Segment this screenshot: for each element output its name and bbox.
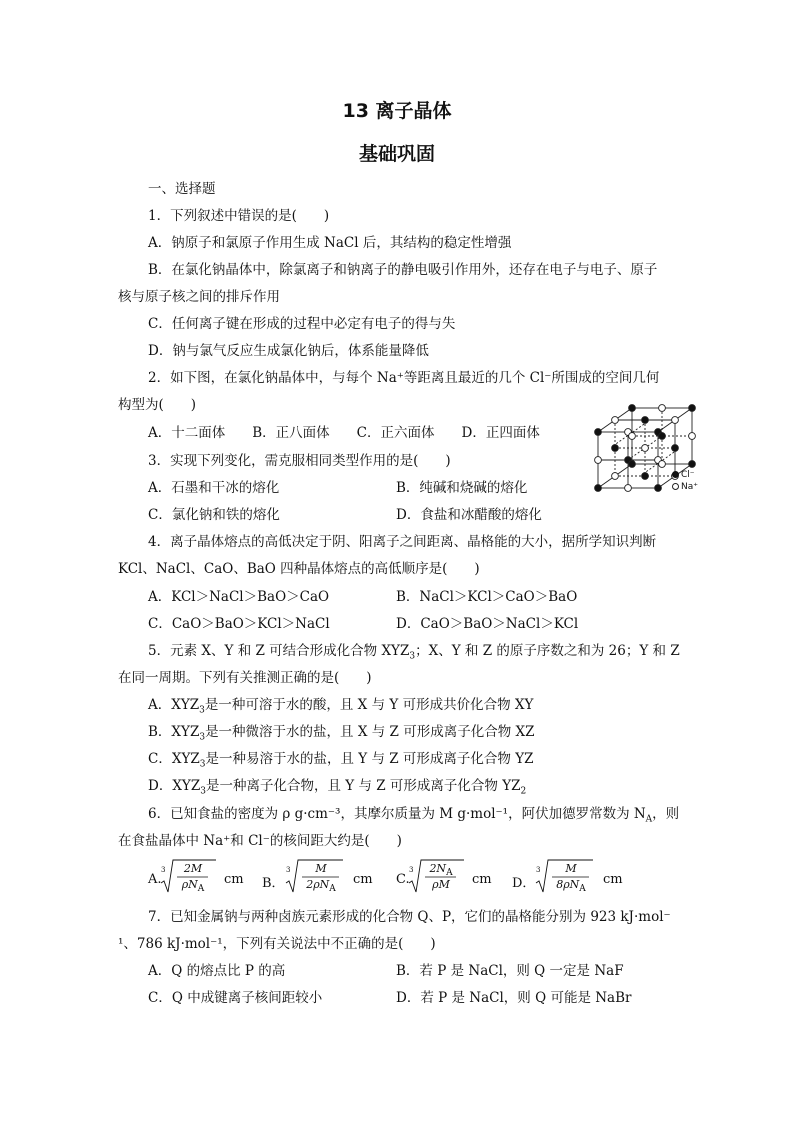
q5-option-b: B．$XYZ_3$是一种微溶于水的盐，且 X 与 Z 可形成离子化合物 XZ (148, 724, 535, 743)
q1-option-d: D．钠与氯气反应生成氯化钠后，体系能量降低 (148, 343, 429, 359)
q2-stem-line1: 2．如下图，在氯化钠晶体中，与每个 Na⁺等距离且最近的几个 Cl⁻所围成的空间几何 (148, 370, 660, 386)
q7-stem-line2: ¹、786 kJ·mol⁻¹，下列有关说法中不正确的是( ) (118, 936, 436, 952)
legend-cl: Cl⁻ (672, 470, 695, 480)
q3-option-c: C．氯化钠和铁的熔化 (148, 507, 280, 523)
legend-na: Na⁺ (672, 482, 698, 492)
q3-option-a: A．石墨和干冰的熔化 (148, 480, 280, 496)
q5-option-a: A．$XYZ_3$是一种可溶于水的酸，且 X 与 Y 可形成共价化合物 XY (148, 697, 534, 716)
q5-option-d: D．$XYZ_3$是一种离子化合物，且 Y 与 Z 可形成离子化合物 $YZ_2$ (148, 778, 527, 797)
q1-option-c: C．任何离子键在形成的过程中必定有电子的得与失 (148, 316, 456, 332)
q3-stem: 3．实现下列变化，需克服相同类型作用的是( ) (148, 453, 451, 469)
q6-stem-line1: 6．已知食盐的密度为 ρ g·cm⁻³，其摩尔质量为 M g·mol⁻¹，阿伏加德罗常数为 $N_A$，则 (148, 806, 680, 825)
page-subtitle: 基础巩固 (358, 143, 435, 165)
q6-option-d: D． 3 M $8\rho N_A$ cm (512, 862, 623, 895)
q7-option-c: C．Q 中成键离子核间距较小 (148, 990, 323, 1006)
page-title: 13 离子晶体 (342, 100, 452, 122)
q6-stem-line2: 在食盐晶体中 Na⁺和 Cl⁻的核间距大约是( ) (118, 833, 402, 849)
q2-stem-line2: 构型为( ) (118, 397, 197, 413)
q6-option-b: B． 3 M $2\rho N_A$ cm (262, 862, 373, 895)
cl-ion-icon (672, 471, 679, 478)
q4-option-d: D．CaO＞BaO＞NaCl＞KCl (396, 616, 579, 632)
q6-option-a: A. 3 2M $\rho N_A$ cm (148, 862, 244, 895)
q7-option-d: D．若 P 是 NaCl，则 Q 可能是 NaBr (396, 990, 632, 1006)
q1-option-a: A．钠原子和氯原子作用生成 NaCl 后，其结构的稳定性增强 (148, 235, 512, 251)
na-ion-icon (672, 483, 679, 490)
q6-option-c: C. 3 $2N_A$ ρM cm (396, 862, 492, 891)
q4-option-c: C．CaO＞BaO＞KCl＞NaCl (148, 616, 330, 632)
q3-option-d: D．食盐和冰醋酸的熔化 (396, 507, 542, 523)
q1-option-b-line2: 核与原子核之间的排斥作用 (118, 289, 280, 305)
q3-option-b: B．纯碱和烧碱的熔化 (396, 480, 528, 496)
q4-option-a: A．KCl＞NaCl＞BaO＞CaO (148, 589, 330, 605)
q4-stem-line1: 4．离子晶体熔点的高低决定于阴、阳离子之间距离、晶格能的大小，据所学知识判断 (148, 534, 657, 550)
q1-option-b-line1: B．在氯化钠晶体中，除氯离子和钠离子的静电吸引作用外，还存在电子与电子、原子 (148, 262, 658, 278)
section-heading: 一、选择题 (148, 181, 216, 197)
q4-option-b: B．NaCl＞KCl＞CaO＞BaO (396, 589, 578, 605)
q1-stem: 1．下列叙述中错误的是( ) (148, 208, 330, 224)
q4-stem-line2: KCl、NaCl、CaO、BaO 四种晶体熔点的高低顺序是( ) (118, 561, 480, 577)
q5-stem-line2: 在同一周期。下列有关推测正确的是( ) (118, 670, 372, 686)
q7-option-b: B．若 P 是 NaCl，则 Q 一定是 NaF (396, 963, 624, 979)
q7-option-a: A．Q 的熔点比 P 的高 (148, 963, 286, 979)
nacl-crystal-figure (592, 402, 702, 494)
q7-stem-line1: 7．已知金属钠与两种卤族元素形成的化合物 Q、P，它们的晶格能分别为 923 kJ·mol⁻ (148, 909, 671, 925)
q5-option-c: C．$XYZ_3$是一种易溶于水的盐，且 Y 与 Z 可形成离子化合物 YZ (148, 751, 534, 770)
q2-options: A．十二面体 B．正八面体 C．正六面体 D．正四面体 (148, 425, 540, 441)
q5-stem-line1: 5．元素 X、Y 和 Z 可结合形成化合物 $XYZ_3$；X、Y 和 Z 的原子序数之和为 26；Y 和 Z (148, 643, 680, 662)
